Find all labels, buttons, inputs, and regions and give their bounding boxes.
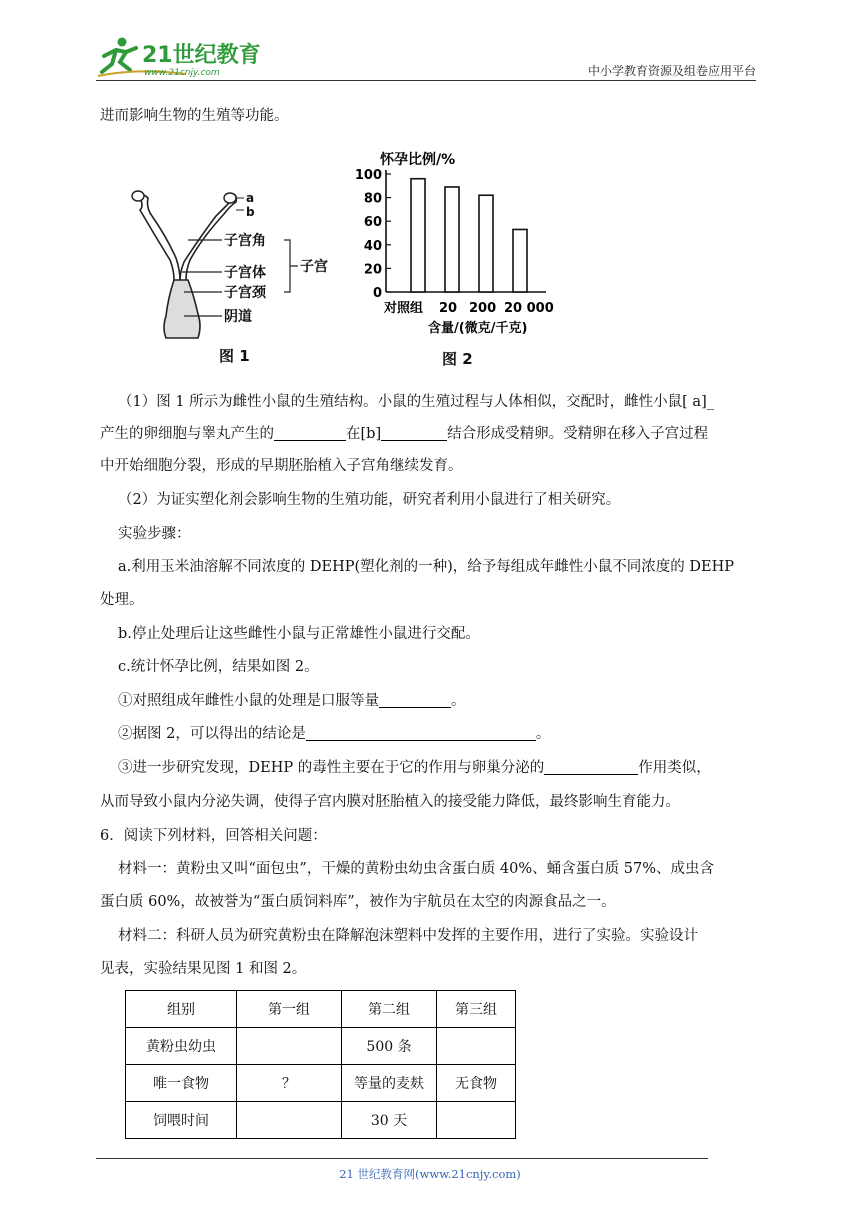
footer-link[interactable]: 21 世纪教育网(www.21cnjy.com)	[339, 1167, 521, 1181]
q1-line2-b: 在[b]	[346, 426, 382, 442]
y-tick-label: 80	[363, 191, 382, 207]
q2-sub2	[118, 724, 550, 744]
bar	[411, 179, 425, 292]
logo-main-text: 21世纪教育	[142, 43, 261, 68]
q2-step-a-line1: a.利用玉米油溶解不同浓度的 DEHP(塑化剂的一种)，给予每组成年雌性小鼠不同浓度的 DEHP	[118, 559, 735, 575]
answer-blank-control[interactable]	[379, 691, 451, 708]
platform-name: 中小学教育资源及组卷应用平台	[587, 64, 756, 78]
label-uterine-body: 子宫体	[224, 265, 266, 281]
table-header-cell: 第二组	[342, 991, 437, 1028]
answer-blank-sperm[interactable]	[274, 424, 346, 441]
q2-sub1	[118, 691, 466, 711]
q2-intro: （2）为证实塑化剂会影响生物的生殖功能，研究者利用小鼠进行了相关研究。	[118, 492, 621, 508]
q2-steps-title: 实验步骤：	[118, 526, 191, 542]
q2-sub3-text-b: 作用类似，	[638, 760, 711, 776]
runner-logo-icon	[96, 34, 261, 80]
q6-material1-line1: 材料一：黄粉虫又叫“面包虫”，干燥的黄粉虫幼虫含蛋白质 40%、蛹含蛋白质 57%、成虫含	[118, 861, 714, 877]
table-header-cell: 第三组	[437, 991, 516, 1028]
bar	[513, 229, 527, 292]
x-tick-label: 20	[439, 301, 458, 316]
table-row	[126, 1102, 516, 1139]
x-tick-label: 对照组	[384, 301, 424, 316]
q1-line2	[100, 424, 708, 444]
top-text: 进而影响生物的生殖等功能。	[100, 108, 289, 124]
y-tick-label: 60	[363, 215, 382, 231]
q2-step-a-line2: 处理。	[100, 592, 144, 608]
experiment-table	[125, 990, 516, 1139]
answer-blank-b[interactable]	[381, 424, 447, 441]
table-cell: 30 天	[342, 1102, 437, 1139]
answer-blank-conclusion[interactable]	[306, 724, 536, 741]
q1-line1: （1）图 1 所示为雌性小鼠的生殖结构。小鼠的生殖过程与人体相似，交配时，雌性小鼠[ a]_	[118, 394, 714, 410]
bar	[445, 187, 459, 292]
table-cell	[237, 1102, 342, 1139]
table-header-cell: 第一组	[237, 991, 342, 1028]
q6-title: 6．阅读下列材料，回答相关问题：	[100, 828, 327, 844]
q1-line2-a: 产生的卵细胞与睾丸产生的	[100, 426, 274, 442]
q2-step-c: c.统计怀孕比例，结果如图 2。	[118, 659, 319, 675]
table-cell: 500 条	[342, 1028, 437, 1065]
table-header-cell: 组别	[126, 991, 237, 1028]
q6-material2-line1: 材料二：科研人员为研究黄粉虫在降解泡沫塑料中发挥的主要作用，进行了实验。实验设计	[118, 928, 698, 944]
q6-material1-line2: 蛋白质 60%，故被誉为“蛋白质饲料库”，被作为宇航员在太空的肉源食品之一。	[100, 894, 616, 910]
q2-sub2-end: 。	[535, 726, 551, 742]
label-uterus: 子宫	[300, 259, 328, 275]
q2-step-b: b.停止处理后让这些雌性小鼠与正常雄性小鼠进行交配。	[118, 626, 480, 642]
figure-2-chart	[354, 144, 575, 366]
label-vagina: 阴道	[224, 309, 252, 325]
table-cell: 饲喂时间	[126, 1102, 237, 1139]
x-tick-label: 200	[469, 301, 497, 316]
x-tick-label: 20 000	[504, 301, 554, 316]
q6-material2-line2: 见表，实验结果见图 1 和图 2。	[100, 961, 307, 977]
label-cervix: 子宫颈	[224, 285, 266, 301]
chart-title: 怀孕比例/%	[380, 152, 456, 168]
table-cell: 等量的麦麸	[342, 1065, 437, 1102]
q2-sub3-line2: 从而导致小鼠内分泌失调，使得子宫内膜对胚胎植入的接受能力降低，最终影响生育能力。	[100, 794, 680, 810]
table-cell	[437, 1028, 516, 1065]
table-header-row	[126, 991, 516, 1028]
figure-1	[118, 188, 350, 358]
q2-sub1-end: 。	[451, 693, 466, 709]
table-cell: ？	[237, 1065, 342, 1102]
figure-1-caption: 图 1	[219, 347, 250, 365]
table-cell: 唯一食物	[126, 1065, 237, 1102]
figure-2-caption: 图 2	[442, 350, 473, 368]
label-b: b	[246, 205, 255, 219]
label-uterine-horn: 子宫角	[224, 233, 266, 249]
y-tick-label: 40	[363, 238, 382, 254]
y-tick-label: 20	[363, 262, 382, 278]
table-row	[126, 1028, 516, 1065]
q2-sub3-text: ③进一步研究发现，DEHP 的毒性主要在于它的作用与卵巢分泌的	[118, 760, 545, 776]
q1-line2-c: 结合形成受精卵。受精卵在移入子宫过程	[447, 426, 709, 442]
answer-blank-hormone[interactable]	[544, 758, 638, 775]
chart-xlabel: 含量/(微克/千克)	[428, 321, 528, 336]
table-cell	[237, 1028, 342, 1065]
q2-sub3	[118, 758, 711, 778]
table-cell: 无食物	[437, 1065, 516, 1102]
q2-sub1-text: ①对照组成年雌性小鼠的处理是口服等量	[118, 693, 379, 709]
label-a: a	[246, 191, 255, 205]
table-row	[126, 1065, 516, 1102]
header-divider	[96, 80, 756, 81]
q1-line3: 中开始细胞分裂，形成的早期胚胎植入子宫角继续发育。	[100, 458, 463, 474]
site-logo	[96, 34, 261, 80]
y-tick-label: 100	[354, 168, 382, 183]
logo-sub-text: www.21cnjy.com	[144, 68, 220, 78]
footer-divider	[96, 1158, 708, 1159]
table-cell: 黄粉虫幼虫	[126, 1028, 237, 1065]
y-tick-label: 0	[372, 286, 382, 301]
table-cell	[437, 1102, 516, 1139]
bar	[479, 195, 493, 292]
q2-sub2-text: ②据图 2，可以得出的结论是	[118, 726, 306, 742]
